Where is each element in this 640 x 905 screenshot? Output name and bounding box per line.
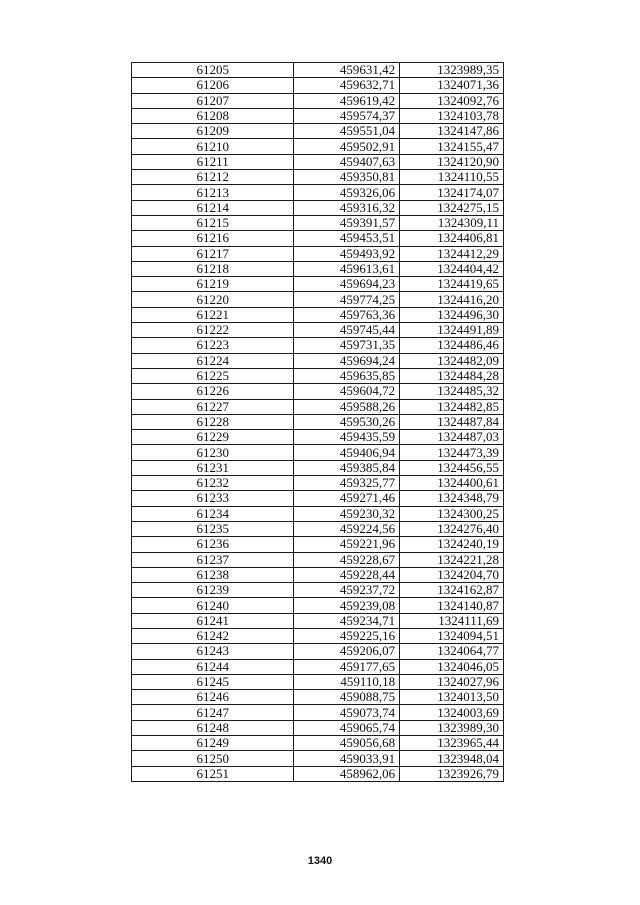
x-coordinate-cell: 459453,51: [294, 231, 400, 246]
table-row: [132, 583, 504, 598]
x-coordinate-cell: 459271,46: [294, 491, 400, 506]
x-coordinate-cell: 459632,71: [294, 78, 400, 93]
table-row: [132, 460, 504, 475]
table-row: [132, 766, 504, 781]
y-coordinate-cell: 1323926,79: [400, 766, 504, 781]
point-number-cell: 61234: [132, 506, 294, 521]
point-number-cell: 61210: [132, 139, 294, 154]
table-row: [132, 506, 504, 521]
y-coordinate-cell: 1323989,30: [400, 720, 504, 735]
point-number-cell: 61214: [132, 200, 294, 215]
y-coordinate-cell: 1324485,32: [400, 384, 504, 399]
y-coordinate-cell: 1324094,51: [400, 628, 504, 643]
table-row: [132, 338, 504, 353]
point-number-cell: 61222: [132, 323, 294, 338]
y-coordinate-cell: 1324221,28: [400, 552, 504, 567]
y-coordinate-cell: 1324482,85: [400, 399, 504, 414]
x-coordinate-cell: 459228,67: [294, 552, 400, 567]
y-coordinate-cell: 1324486,46: [400, 338, 504, 353]
point-number-cell: 61249: [132, 736, 294, 751]
coordinates-table: [131, 62, 504, 782]
x-coordinate-cell: 459619,42: [294, 93, 400, 108]
y-coordinate-cell: 1324204,70: [400, 567, 504, 582]
coordinates-table-body: [132, 63, 504, 782]
table-row: [132, 323, 504, 338]
point-number-cell: 61231: [132, 460, 294, 475]
point-number-cell: 61208: [132, 108, 294, 123]
x-coordinate-cell: 459763,36: [294, 307, 400, 322]
point-number-cell: 61248: [132, 720, 294, 735]
table-row: [132, 261, 504, 276]
y-coordinate-cell: 1324487,03: [400, 430, 504, 445]
x-coordinate-cell: 459635,85: [294, 368, 400, 383]
point-number-cell: 61206: [132, 78, 294, 93]
x-coordinate-cell: 459234,71: [294, 613, 400, 628]
point-number-cell: 61207: [132, 93, 294, 108]
point-number-cell: 61212: [132, 170, 294, 185]
table-row: [132, 690, 504, 705]
y-coordinate-cell: 1324103,78: [400, 108, 504, 123]
x-coordinate-cell: 458962,06: [294, 766, 400, 781]
table-row: [132, 93, 504, 108]
x-coordinate-cell: 459177,65: [294, 659, 400, 674]
table-row: [132, 170, 504, 185]
table-row: [132, 368, 504, 383]
x-coordinate-cell: 459110,18: [294, 674, 400, 689]
point-number-cell: 61217: [132, 246, 294, 261]
x-coordinate-cell: 459694,24: [294, 353, 400, 368]
point-number-cell: 61215: [132, 215, 294, 230]
x-coordinate-cell: 459230,32: [294, 506, 400, 521]
x-coordinate-cell: 459493,92: [294, 246, 400, 261]
table-row: [132, 124, 504, 139]
x-coordinate-cell: 459774,25: [294, 292, 400, 307]
table-row: [132, 108, 504, 123]
point-number-cell: 61211: [132, 154, 294, 169]
y-coordinate-cell: 1324416,20: [400, 292, 504, 307]
x-coordinate-cell: 459391,57: [294, 215, 400, 230]
y-coordinate-cell: 1324240,19: [400, 537, 504, 552]
y-coordinate-cell: 1324487,84: [400, 414, 504, 429]
table-row: [132, 705, 504, 720]
table-row: [132, 644, 504, 659]
x-coordinate-cell: 459694,23: [294, 277, 400, 292]
point-number-cell: 61242: [132, 628, 294, 643]
table-row: [132, 246, 504, 261]
y-coordinate-cell: 1324456,55: [400, 460, 504, 475]
y-coordinate-cell: 1324111,69: [400, 613, 504, 628]
x-coordinate-cell: 459435,59: [294, 430, 400, 445]
point-number-cell: 61235: [132, 521, 294, 536]
table-row: [132, 659, 504, 674]
table-row: [132, 414, 504, 429]
x-coordinate-cell: 459502,91: [294, 139, 400, 154]
y-coordinate-cell: 1324404,42: [400, 261, 504, 276]
x-coordinate-cell: 459073,74: [294, 705, 400, 720]
point-number-cell: 61213: [132, 185, 294, 200]
y-coordinate-cell: 1324110,55: [400, 170, 504, 185]
point-number-cell: 61250: [132, 751, 294, 766]
y-coordinate-cell: 1324300,25: [400, 506, 504, 521]
point-number-cell: 61251: [132, 766, 294, 781]
point-number-cell: 61226: [132, 384, 294, 399]
point-number-cell: 61220: [132, 292, 294, 307]
point-number-cell: 61224: [132, 353, 294, 368]
table-row: [132, 215, 504, 230]
y-coordinate-cell: 1324348,79: [400, 491, 504, 506]
x-coordinate-cell: 459385,84: [294, 460, 400, 475]
x-coordinate-cell: 459325,77: [294, 476, 400, 491]
y-coordinate-cell: 1324162,87: [400, 583, 504, 598]
y-coordinate-cell: 1324003,69: [400, 705, 504, 720]
x-coordinate-cell: 459530,26: [294, 414, 400, 429]
table-row: [132, 598, 504, 613]
table-row: [132, 399, 504, 414]
y-coordinate-cell: 1324482,09: [400, 353, 504, 368]
y-coordinate-cell: 1324406,81: [400, 231, 504, 246]
y-coordinate-cell: 1324419,65: [400, 277, 504, 292]
y-coordinate-cell: 1324276,40: [400, 521, 504, 536]
point-number-cell: 61247: [132, 705, 294, 720]
table-row: [132, 292, 504, 307]
table-row: [132, 185, 504, 200]
point-number-cell: 61246: [132, 690, 294, 705]
table-row: [132, 613, 504, 628]
y-coordinate-cell: 1323948,04: [400, 751, 504, 766]
table-row: [132, 200, 504, 215]
x-coordinate-cell: 459088,75: [294, 690, 400, 705]
y-coordinate-cell: 1324140,87: [400, 598, 504, 613]
y-coordinate-cell: 1324064,77: [400, 644, 504, 659]
x-coordinate-cell: 459239,08: [294, 598, 400, 613]
point-number-cell: 61232: [132, 476, 294, 491]
point-number-cell: 61227: [132, 399, 294, 414]
point-number-cell: 61233: [132, 491, 294, 506]
point-number-cell: 61225: [132, 368, 294, 383]
y-coordinate-cell: 1324174,07: [400, 185, 504, 200]
table-row: [132, 537, 504, 552]
y-coordinate-cell: 1324484,28: [400, 368, 504, 383]
point-number-cell: 61241: [132, 613, 294, 628]
x-coordinate-cell: 459613,61: [294, 261, 400, 276]
table-row: [132, 628, 504, 643]
point-number-cell: 61216: [132, 231, 294, 246]
y-coordinate-cell: 1324275,15: [400, 200, 504, 215]
point-number-cell: 61237: [132, 552, 294, 567]
point-number-cell: 61244: [132, 659, 294, 674]
point-number-cell: 61223: [132, 338, 294, 353]
table-row: [132, 353, 504, 368]
point-number-cell: 61209: [132, 124, 294, 139]
point-number-cell: 61221: [132, 307, 294, 322]
x-coordinate-cell: 459588,26: [294, 399, 400, 414]
point-number-cell: 61230: [132, 445, 294, 460]
x-coordinate-cell: 459225,16: [294, 628, 400, 643]
point-number-cell: 61238: [132, 567, 294, 582]
table-row: [132, 521, 504, 536]
y-coordinate-cell: 1324155,47: [400, 139, 504, 154]
x-coordinate-cell: 459745,44: [294, 323, 400, 338]
y-coordinate-cell: 1324046,05: [400, 659, 504, 674]
x-coordinate-cell: 459224,56: [294, 521, 400, 536]
point-number-cell: 61228: [132, 414, 294, 429]
table-row: [132, 139, 504, 154]
y-coordinate-cell: 1323989,35: [400, 63, 504, 78]
x-coordinate-cell: 459316,32: [294, 200, 400, 215]
point-number-cell: 61229: [132, 430, 294, 445]
point-number-cell: 61219: [132, 277, 294, 292]
x-coordinate-cell: 459326,06: [294, 185, 400, 200]
table-row: [132, 445, 504, 460]
x-coordinate-cell: 459631,42: [294, 63, 400, 78]
table-row: [132, 307, 504, 322]
table-row: [132, 231, 504, 246]
point-number-cell: 61243: [132, 644, 294, 659]
y-coordinate-cell: 1324071,36: [400, 78, 504, 93]
x-coordinate-cell: 459604,72: [294, 384, 400, 399]
page-number: 1340: [307, 855, 333, 867]
y-coordinate-cell: 1324412,29: [400, 246, 504, 261]
point-number-cell: 61239: [132, 583, 294, 598]
table-row: [132, 567, 504, 582]
y-coordinate-cell: 1324092,76: [400, 93, 504, 108]
y-coordinate-cell: 1324027,96: [400, 674, 504, 689]
point-number-cell: 61240: [132, 598, 294, 613]
table-row: [132, 63, 504, 78]
point-number-cell: 61205: [132, 63, 294, 78]
x-coordinate-cell: 459406,94: [294, 445, 400, 460]
y-coordinate-cell: 1324473,39: [400, 445, 504, 460]
y-coordinate-cell: 1324491,89: [400, 323, 504, 338]
point-number-cell: 61218: [132, 261, 294, 276]
point-number-cell: 61245: [132, 674, 294, 689]
point-number-cell: 61236: [132, 537, 294, 552]
x-coordinate-cell: 459350,81: [294, 170, 400, 185]
x-coordinate-cell: 459033,91: [294, 751, 400, 766]
table-row: [132, 476, 504, 491]
x-coordinate-cell: 459228,44: [294, 567, 400, 582]
table-row: [132, 491, 504, 506]
y-coordinate-cell: 1324400,61: [400, 476, 504, 491]
x-coordinate-cell: 459731,35: [294, 338, 400, 353]
y-coordinate-cell: 1324147,86: [400, 124, 504, 139]
x-coordinate-cell: 459237,72: [294, 583, 400, 598]
table-row: [132, 78, 504, 93]
table-row: [132, 384, 504, 399]
x-coordinate-cell: 459574,37: [294, 108, 400, 123]
y-coordinate-cell: 1324309,11: [400, 215, 504, 230]
y-coordinate-cell: 1324013,50: [400, 690, 504, 705]
table-row: [132, 674, 504, 689]
table-row: [132, 154, 504, 169]
x-coordinate-cell: 459551,04: [294, 124, 400, 139]
x-coordinate-cell: 459206,07: [294, 644, 400, 659]
table-row: [132, 720, 504, 735]
table-row: [132, 277, 504, 292]
x-coordinate-cell: 459407,63: [294, 154, 400, 169]
x-coordinate-cell: 459221,96: [294, 537, 400, 552]
y-coordinate-cell: 1324120,90: [400, 154, 504, 169]
table-row: [132, 751, 504, 766]
table-row: [132, 736, 504, 751]
y-coordinate-cell: 1324496,30: [400, 307, 504, 322]
x-coordinate-cell: 459065,74: [294, 720, 400, 735]
table-row: [132, 430, 504, 445]
y-coordinate-cell: 1323965,44: [400, 736, 504, 751]
table-row: [132, 552, 504, 567]
x-coordinate-cell: 459056,68: [294, 736, 400, 751]
